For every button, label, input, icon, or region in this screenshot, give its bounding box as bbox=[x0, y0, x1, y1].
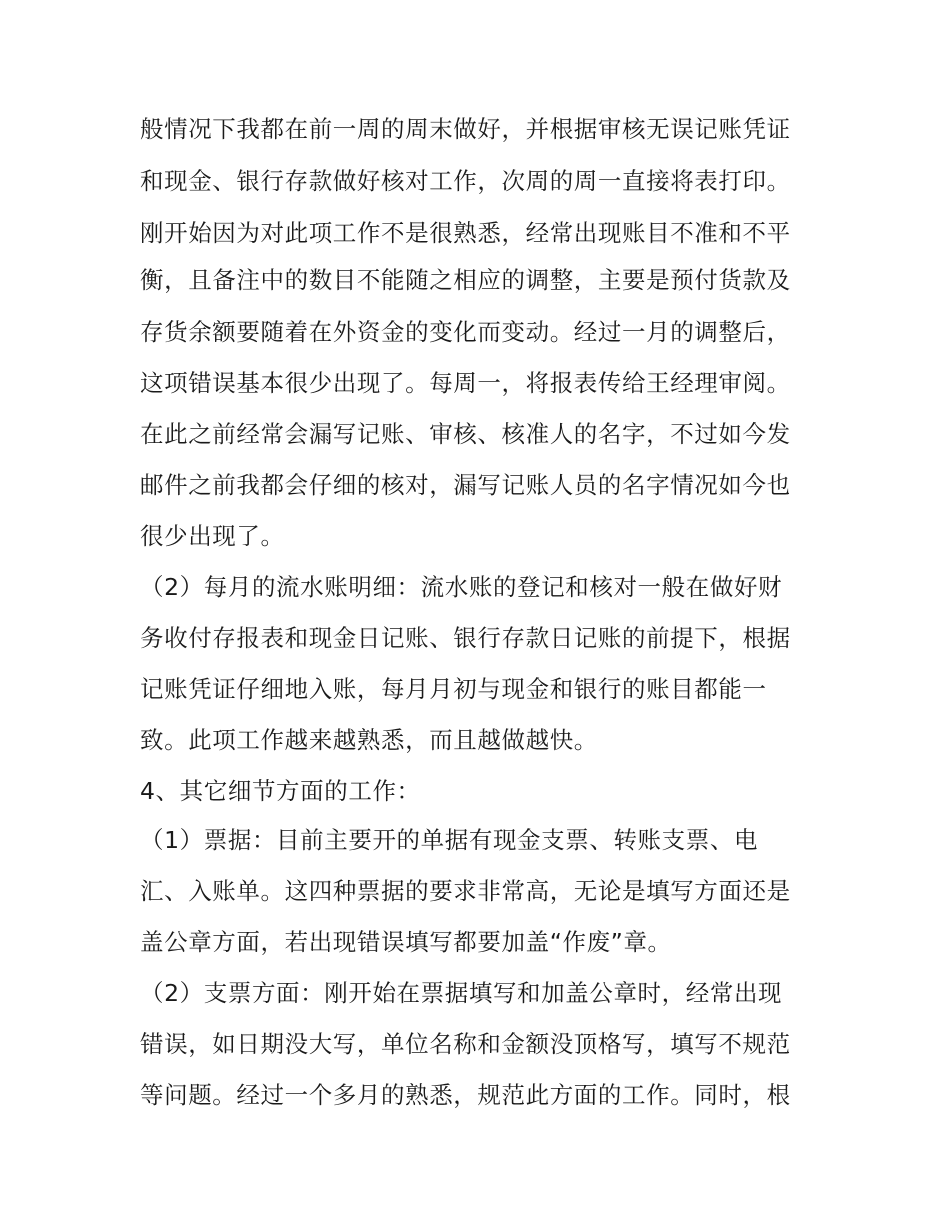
text-line: （2）支票方面：刚开始在票据填写和加盖公章时，经常出现 bbox=[140, 979, 783, 1007]
text-line: （1）票据：目前主要开的单据有现金支票、转账支票、电 bbox=[140, 826, 759, 854]
text-line: 衡，且备注中的数目不能随之相应的调整，主要是预付货款及 bbox=[140, 266, 791, 294]
text-line: 记账凭证仔细地入账，每月月初与现金和银行的账目都能一 bbox=[140, 675, 767, 703]
text-line: 致。此项工作越来越熟悉，而且越做越快。 bbox=[140, 726, 598, 754]
text-line: 在此之前经常会漏写记账、审核、核准人的名字，不过如今发 bbox=[140, 420, 791, 448]
text-line: 等问题。经过一个多月的熟悉，规范此方面的工作。同时，根 bbox=[140, 1081, 791, 1109]
text-line: 和现金、银行存款做好核对工作，次周的周一直接将表打印。 bbox=[140, 167, 791, 195]
text-line: 务收付存报表和现金日记账、银行存款日记账的前提下，根据 bbox=[140, 624, 791, 652]
text-line: 很少出现了。 bbox=[140, 522, 285, 550]
text-line: 盖公章方面，若出现错误填写都要加盖“作废”章。 bbox=[140, 928, 672, 956]
text-line: 这项错误基本很少出现了。每周一，将报表传给王经理审阅。 bbox=[140, 369, 791, 397]
text-line: 邮件之前我都会仔细的核对，漏写记账人员的名字情况如今也 bbox=[140, 471, 791, 499]
text-line: 般情况下我都在前一周的周末做好，并根据审核无误记账凭证 bbox=[140, 115, 791, 143]
text-line: 刚开始因为对此项工作不是很熟悉，经常出现账目不准和不平 bbox=[140, 219, 791, 247]
text-line: 汇、入账单。这四种票据的要求非常高，无论是填写方面还是 bbox=[140, 877, 791, 905]
text-line: 错误，如日期没大写，单位名称和金额没顶格写，填写不规范 bbox=[140, 1030, 791, 1058]
text-line: （2）每月的流水账明细：流水账的登记和核对一般在做好财 bbox=[140, 573, 783, 601]
text-line: 4、其它细节方面的工作： bbox=[140, 777, 421, 805]
text-line: 存货余额要随着在外资金的变化而变动。经过一月的调整后， bbox=[140, 318, 791, 346]
